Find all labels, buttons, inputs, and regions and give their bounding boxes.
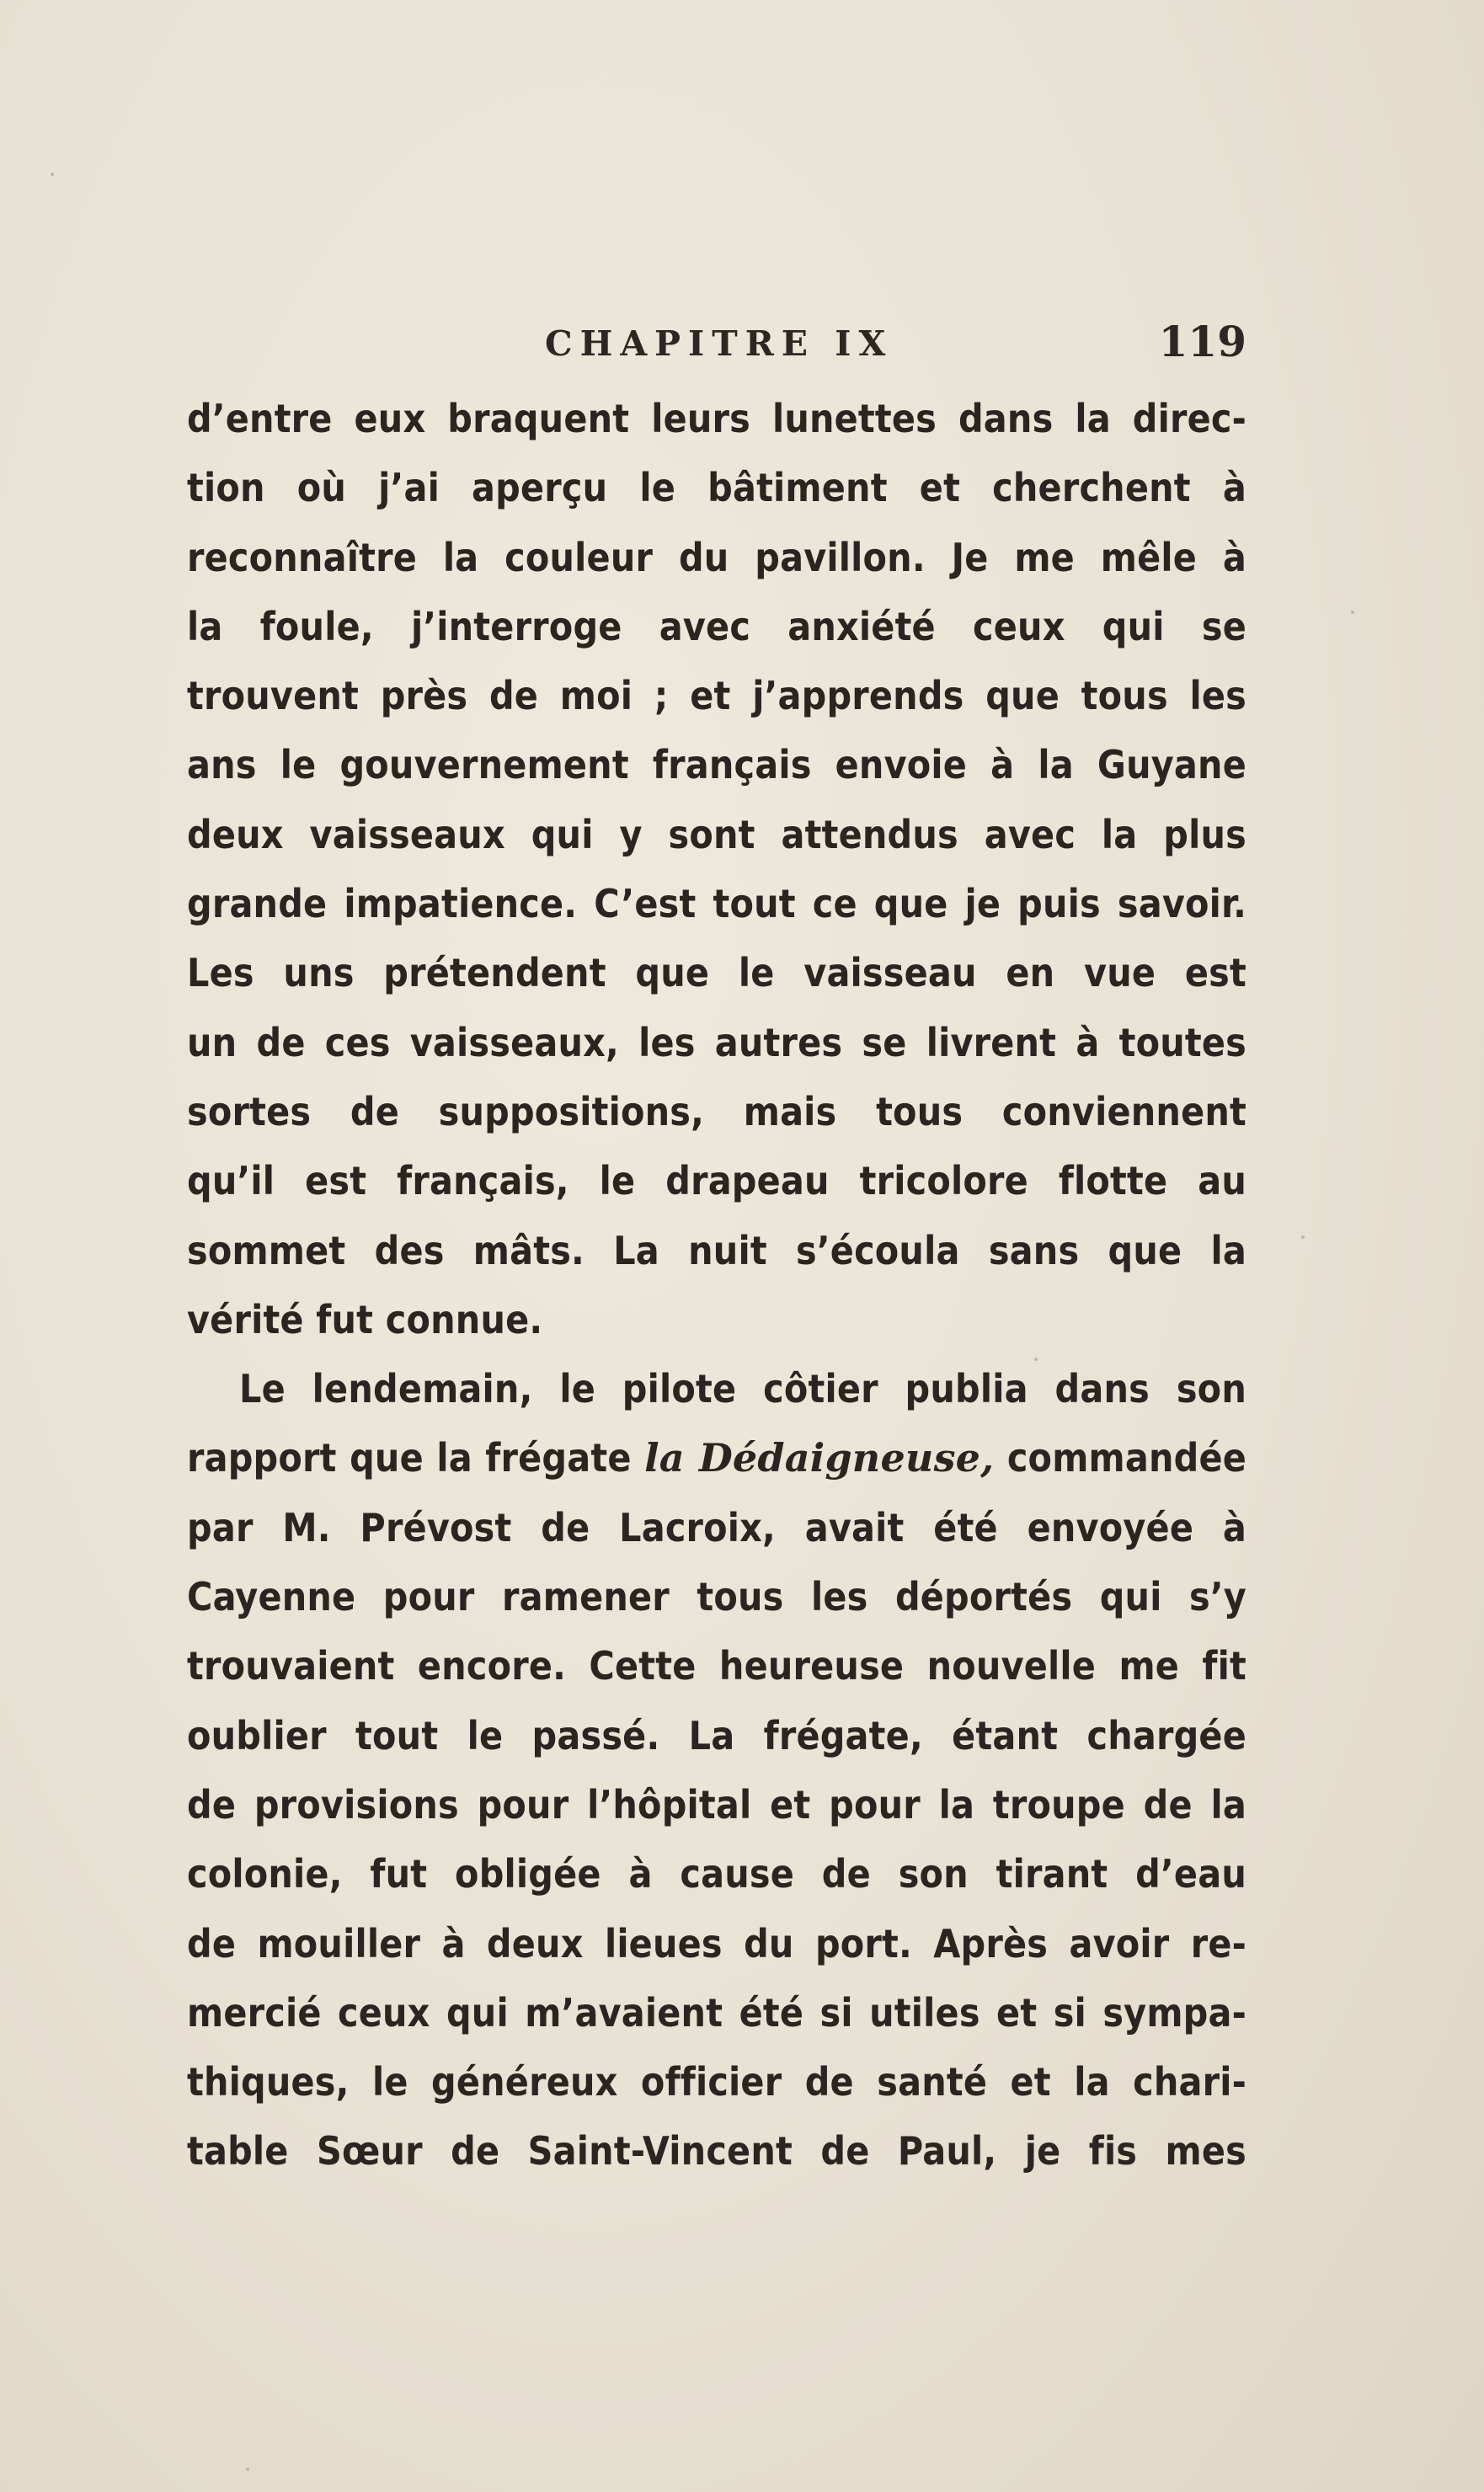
text-line: qu’il est français, le drapeau tricolore flotte au — [187, 1158, 1246, 1204]
text-line: trouvent près de moi ; et j’apprends que tous les — [187, 673, 1246, 719]
paragraph-start-line: Le lendemain, le pilote côtier publia dans son — [239, 1366, 1246, 1412]
text-line: tion où j’ai aperçu le bâtiment et cherchent à — [187, 465, 1246, 511]
ship-name-italic: la Dédaigneuse, — [644, 1435, 995, 1481]
text-fragment: commandée — [994, 1435, 1247, 1481]
text-line: oublier tout le passé. La frégate, étant chargée — [187, 1712, 1246, 1758]
chapter-title: CHAPITRE IX — [545, 323, 894, 364]
paper-speck — [1034, 1358, 1038, 1361]
running-head — [187, 318, 1246, 377]
text-fragment: rapport que la frégate — [187, 1435, 645, 1481]
text-line: de mouiller à deux lieues du port. Après avoir re- — [187, 1920, 1246, 1966]
paper-speck — [51, 173, 54, 176]
text-line: thiques, le généreux officier de santé et la chari- — [187, 2059, 1246, 2105]
text-line: ans le gouvernement français envoie à la Guyane — [187, 742, 1246, 788]
text-line: trouvaient encore. Cette heureuse nouvelle me fit — [187, 1643, 1246, 1689]
text-line: colonie, fut obligée à cause de son tirant d’eau — [187, 1851, 1246, 1897]
paper-speck — [1301, 1235, 1305, 1239]
text-line: table Sœur de Saint-Vincent de Paul, je fis mes — [187, 2128, 1246, 2174]
paper-speck — [246, 2468, 249, 2471]
text-line: d’entre eux braquent leurs lunettes dans la direc- — [187, 396, 1246, 441]
text-line: de provisions pour l’hôpital et pour la troupe de la — [187, 1781, 1246, 1828]
paper-speck — [1351, 611, 1354, 614]
text-line: Les uns prétendent que le vaisseau en vue est — [187, 950, 1246, 996]
text-line: la foule, j’interroge avec anxiété ceux qui se — [187, 603, 1246, 649]
text-line: un de ces vaisseaux, les autres se livrent à toutes — [187, 1019, 1246, 1065]
text-line: sommet des mâts. La nuit s’écoula sans que la — [187, 1227, 1246, 1273]
text-line: deux vaisseaux qui y sont attendus avec la plus — [187, 811, 1246, 857]
text-line: Cayenne pour ramener tous les déportés qui s’y — [187, 1574, 1246, 1620]
text-line: mercié ceux qui m’avaient été si utiles et si sympa- — [187, 1989, 1246, 2036]
text-line: grande impatience. C’est tout ce que je puis savoir. — [187, 881, 1246, 927]
body-text — [187, 384, 1246, 2186]
text-line: reconnaître la couleur du pavillon. Je me mêle à — [187, 534, 1246, 580]
paragraph-end-line: vérité fut connue. — [187, 1296, 543, 1342]
text-line-with-italic — [187, 1423, 1246, 1492]
page-number: 119 — [1158, 317, 1246, 366]
text-line: sortes de suppositions, mais tous conviennent — [187, 1088, 1246, 1134]
text-line: par M. Prévost de Lacroix, avait été envoyée à — [187, 1504, 1246, 1550]
